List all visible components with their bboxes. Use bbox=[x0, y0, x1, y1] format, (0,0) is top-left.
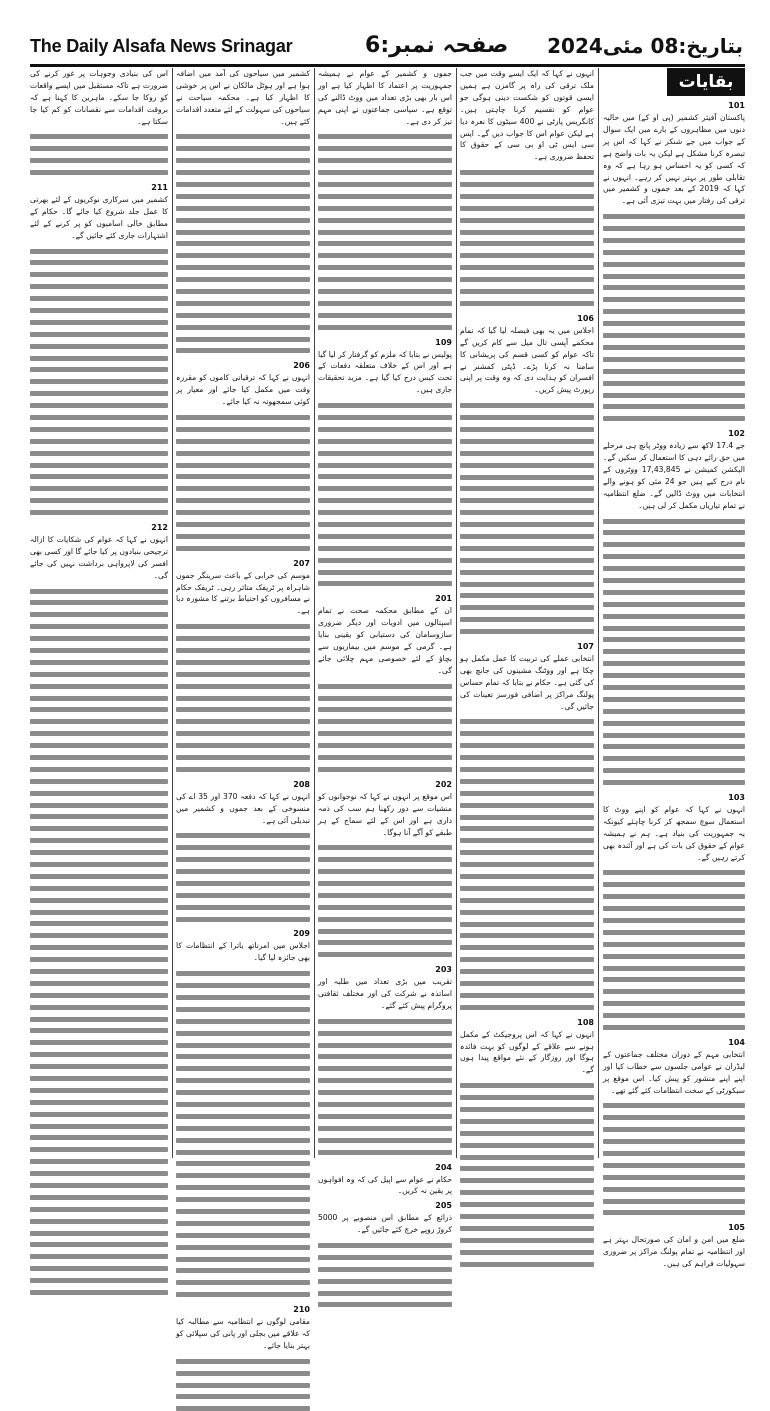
article-text: جموں و کشمیر کے عوام نے ہمیشہ جمہوریت پر اعتماد کا اظہار کیا ہے اور اس بار بھی بڑی تعداد میں ووٹ ڈالنے کی توقع ہے۔ سیاسی جماعتوں نے اپنی مہم تیز کر دی ہے۔ bbox=[318, 69, 452, 126]
column-2 bbox=[460, 68, 594, 1158]
article-text: پاکستان آفیئر کشمیر (پی او کے) میں حالیہ دنوں میں مظاہروں کے بارے میں ایک سوال کے جواب میں جے شنکر نے کہا کہ اس پر تبصرہ کرنا مشکل ہے لیکن یہ بات واضح ہے کہ کسی کو یہ احساس ہو رہا ہے کہ وہ تقابلی طور پر بہتر نہیں کر رہے۔ انہوں نے کہا کہ 2019 کے بعد جموں و کشمیر میں ترقی کی رفتار میں بہت تیزی آئی ہے۔ bbox=[603, 113, 745, 206]
article-number: 212 bbox=[151, 522, 168, 532]
text-lines bbox=[176, 833, 310, 921]
article-block bbox=[603, 1037, 745, 1097]
article-text: کشمیر میں سیاحوں کی آمد میں اضافہ ہوا ہے اور ہوٹل مالکان نے اس پر خوشی کا اظہار کیا ہے۔ محکمہ سیاحت نے سیاحوں کی سہولت کے لئے متعدد اقدامات کئے ہیں۔ bbox=[176, 69, 310, 126]
article-block bbox=[176, 928, 310, 964]
section-title: بقایات bbox=[667, 68, 745, 96]
column-divider bbox=[314, 68, 315, 1158]
text-lines bbox=[603, 1103, 745, 1215]
article-block bbox=[176, 360, 310, 408]
article-text: موسم کی خرابی کے باعث سرینگر جموں شاہراہ پر ٹریفک متاثر رہی۔ ٹریفک حکام نے مسافروں کو احتیاط برتنے کا مشورہ دیا ہے۔ bbox=[176, 570, 310, 616]
article-text: پولیس نے بتایا کہ ملزم کو گرفتار کر لیا گیا ہے اور اس کے خلاف متعلقہ دفعات کے تحت کیس درج کیا گیا ہے۔ مزید تحقیقات جاری ہیں۔ bbox=[318, 349, 452, 395]
text-lines bbox=[603, 519, 745, 786]
column-divider bbox=[456, 68, 457, 1158]
article-block bbox=[460, 68, 594, 163]
text-lines bbox=[460, 719, 594, 1009]
text-lines bbox=[460, 170, 594, 306]
article-number: 109 bbox=[435, 337, 452, 347]
article-text: انتخابی مہم کے دوران مختلف جماعتوں کے لیڈران نے عوامی جلسوں سے خطاب کیا اور اپنے اپنے منشور کو پیش کیا۔ اس موقع پر سیکورٹی کے سخت انتظامات کئے گئے تھے۔ bbox=[603, 1049, 745, 1095]
text-lines bbox=[318, 845, 452, 957]
article-block bbox=[30, 68, 168, 128]
article-text: انہوں نے کہا کہ ترقیاتی کاموں کو مقررہ وقت میں مکمل کیا جائے اور معیار پر کوئی سمجھوتہ نہ کیا جائے۔ bbox=[176, 373, 310, 407]
article-block bbox=[176, 558, 310, 618]
text-lines bbox=[318, 403, 452, 586]
article-number: 203 bbox=[435, 965, 452, 975]
article-text: اس موقع پر انہوں نے کہا کہ نوجوانوں کو منشیات سے دور رکھنا ہم سب کی ذمہ داری ہے اور اس کے لئے سماج کے ہر طبقے کو آگے آنا ہوگا۔ bbox=[318, 791, 452, 837]
article-number: 210 bbox=[293, 1305, 310, 1315]
text-lines bbox=[176, 971, 310, 1297]
column-4 bbox=[176, 68, 310, 1350]
article-block bbox=[318, 593, 452, 676]
article-block bbox=[460, 1017, 594, 1077]
article-text: تقریب میں بڑی تعداد میں طلبہ اور اساتذہ نے شرکت کی اور مختلف ثقافتی پروگرام پیش کئے گئے۔ bbox=[318, 977, 452, 1011]
text-lines bbox=[176, 415, 310, 551]
article-block bbox=[318, 337, 452, 397]
article-block bbox=[318, 779, 452, 839]
article-number: 103 bbox=[728, 792, 745, 802]
article-block bbox=[176, 1304, 310, 1352]
text-lines bbox=[176, 624, 310, 772]
article-text: ان کے مطابق محکمہ صحت نے تمام اسپتالوں میں ادویات اور دیگر ضروری سازوسامان کی دستیابی کو یقینی بنایا ہے۔ گرمی کے موسم میں بیماریوں سے بچاؤ کے لئے خصوصی مہم چلائی جائے گی۔ bbox=[318, 606, 452, 675]
text-lines bbox=[460, 403, 594, 634]
text-lines bbox=[176, 134, 310, 353]
article-text: ذرائع کے مطابق اس منصوبے پر 5000 کروڑ روپے خرچ کئے جائیں گے۔ bbox=[318, 1213, 452, 1235]
article-number: 206 bbox=[293, 361, 310, 371]
text-lines bbox=[318, 1243, 452, 1307]
article-block bbox=[603, 428, 745, 511]
article-number: 201 bbox=[435, 594, 452, 604]
article-block bbox=[603, 792, 745, 864]
article-text: کشمیر میں سرکاری نوکریوں کے لئے بھرتی کا عمل جلد شروع کیا جائے گا۔ حکام کے مطابق خالی اسامیوں کو پر کرنے کے لئے اشتہارات جاری کئے جائیں گے۔ bbox=[30, 194, 168, 240]
article-number: 208 bbox=[293, 779, 310, 789]
issue-date: بتاریخ:08 مئی2024 bbox=[547, 34, 743, 58]
text-lines bbox=[318, 684, 452, 772]
header-rule bbox=[30, 64, 745, 67]
article-block bbox=[30, 182, 168, 242]
article-block bbox=[603, 100, 745, 207]
article-block bbox=[318, 68, 452, 128]
masthead-title: The Daily Alsafa News Srinagar bbox=[30, 36, 293, 56]
column-5 bbox=[30, 68, 168, 1158]
article-text: انتخابی عملے کی تربیت کا عمل مکمل ہو چکا ہے اور ووٹنگ مشینوں کی جانچ بھی کی گئی ہے۔ حکام نے بتایا کہ تمام حساس پولنگ مراکز پر اضافی فورسز تعینات کی جائیں گی۔ bbox=[460, 653, 594, 711]
article-text: انہوں نے کہا کہ دفعہ 370 اور 35 اے کی منسوخی کے بعد جموں و کشمیر میں تبدیلی آئی ہے۔ bbox=[176, 791, 310, 825]
article-text: اس کی بنیادی وجوہات پر غور کرنے کی ضرورت ہے تاکہ مستقبل میں ایسے واقعات کو روکا جا سکے۔ ماہرین کا کہنا ہے کہ بروقت اقدامات سے نقصانات کو کم کیا جا سکتا ہے۔ bbox=[30, 69, 168, 126]
newspaper-page bbox=[30, 28, 745, 1350]
article-text: انہوں نے کہا کہ اس پروجیکٹ کے مکمل ہونے سے علاقے کے لوگوں کو بہت فائدہ ہوگا اور روزگار کے نئے مواقع پیدا ہوں گے۔ bbox=[460, 1029, 594, 1075]
text-lines bbox=[318, 134, 452, 329]
article-block bbox=[30, 522, 168, 582]
article-block bbox=[318, 964, 452, 1012]
article-text: انہوں نے کہا کہ عوام کی شکایات کا ازالہ ترجیحی بنیادوں پر کیا جائے گا اور کسی بھی افسر کی لاپرواہی برداشت نہیں کی جائے گی۔ bbox=[30, 534, 168, 580]
article-text: ضلع میں امن و امان کی صورتحال بہتر ہے اور انتظامیہ نے تمام پولنگ مراکز پر ضروری سہولیات فراہم کی ہیں۔ bbox=[603, 1235, 745, 1269]
article-text: انہوں نے کہا کہ عوام کو اپنے ووٹ کا استعمال سوچ سمجھ کر کرنا چاہئے کیونکہ یہ جمہوریت کی بنیاد ہے۔ ہم نے ہمیشہ عوام کے حقوق کی بات کی ہے اور آئندہ بھی کرتے رہیں گے۔ bbox=[603, 804, 745, 862]
text-lines bbox=[30, 134, 168, 175]
article-block bbox=[603, 1222, 745, 1270]
text-lines bbox=[176, 1359, 310, 1411]
article-number: 108 bbox=[577, 1017, 594, 1027]
column-divider bbox=[172, 68, 173, 1158]
page-number-label: صفحہ نمبر:6 bbox=[365, 33, 509, 58]
article-number: 102 bbox=[728, 429, 745, 439]
text-lines bbox=[318, 1019, 452, 1155]
text-lines bbox=[30, 249, 168, 516]
article-text: اجلاس میں یہ بھی فیصلہ لیا گیا کہ تمام محکمے آپسی تال میل سے کام کریں گے تاکہ عوام کو کسی قسم کی پریشانی کا سامنا نہ کرنا پڑے۔ ڈپٹی کمشنر نے افسران کو ہدایت دی کہ وہ وقت پر اپنی رپورٹ پیش کریں۔ bbox=[460, 325, 594, 395]
text-lines bbox=[603, 870, 745, 1030]
article-text: انہوں نے کہا کہ ایک ایسے وقت میں جب ملک ترقی کی راہ پر گامزن ہے ہمیں ایسی قوتوں کو شکست دینی ہوگی جو عوام کو تقسیم کرنا چاہتی ہیں۔ کانگریس پارٹی نے 400 سیٹوں کا نعرہ دیا ہے لیکن عوام اس کا جواب دیں گے۔ ایس سی ایس ٹی او بی سی کے حقوق کا تحفظ ضروری ہے۔ bbox=[460, 69, 595, 162]
article-block bbox=[176, 68, 310, 128]
text-lines bbox=[603, 214, 745, 421]
article-text: حکام نے عوام سے اپیل کی کہ وہ افواہوں پر یقین نہ کریں۔ bbox=[318, 1174, 452, 1196]
article-number: 211 bbox=[151, 182, 168, 192]
article-columns bbox=[30, 68, 745, 1350]
article-number: 105 bbox=[728, 1223, 745, 1233]
article-text: اجلاس میں امرناتھ یاترا کے انتظامات کا بھی جائزہ لیا گیا۔ bbox=[176, 941, 310, 963]
article-number: 106 bbox=[577, 313, 594, 323]
article-text: مقامی لوگوں نے انتظامیہ سے مطالبہ کیا کہ علاقے میں بجلی اور پانی کی سپلائی کو بہتر بنایا جائے۔ bbox=[176, 1317, 310, 1350]
column-1 bbox=[603, 68, 745, 1269]
article-block bbox=[460, 313, 594, 396]
article-number: 202 bbox=[435, 779, 452, 789]
article-number: 205 bbox=[435, 1201, 452, 1211]
article-block bbox=[460, 641, 594, 713]
article-text: جے 17.4 لاکھ سے زیادہ ووٹر پانچ ہی مرحلے میں حق رائے دہی کا استعمال کر سکیں گے۔ الیکشن کمیشن نے 17,43,845 ووٹروں کے نام درج کیے ہیں جو 24 مئی کو ہونے والے انتخابات میں ووٹ ڈالیں گے۔ ضلع انتظامیہ نے تمام تیاریاں مکمل کر لی ہیں۔ bbox=[603, 441, 745, 510]
text-lines bbox=[30, 589, 168, 1296]
article-block bbox=[176, 779, 310, 827]
column-3 bbox=[318, 68, 452, 1235]
article-number: 207 bbox=[293, 558, 310, 568]
article-number: 107 bbox=[577, 641, 594, 651]
text-lines bbox=[460, 1083, 594, 1266]
article-number: 101 bbox=[728, 101, 745, 110]
article-number: 104 bbox=[728, 1037, 745, 1047]
column-divider bbox=[598, 68, 599, 1158]
article-block bbox=[318, 1200, 452, 1236]
article-block bbox=[318, 1162, 452, 1198]
article-number: 204 bbox=[435, 1162, 452, 1172]
article-number: 209 bbox=[293, 929, 310, 939]
page-header bbox=[30, 28, 745, 64]
